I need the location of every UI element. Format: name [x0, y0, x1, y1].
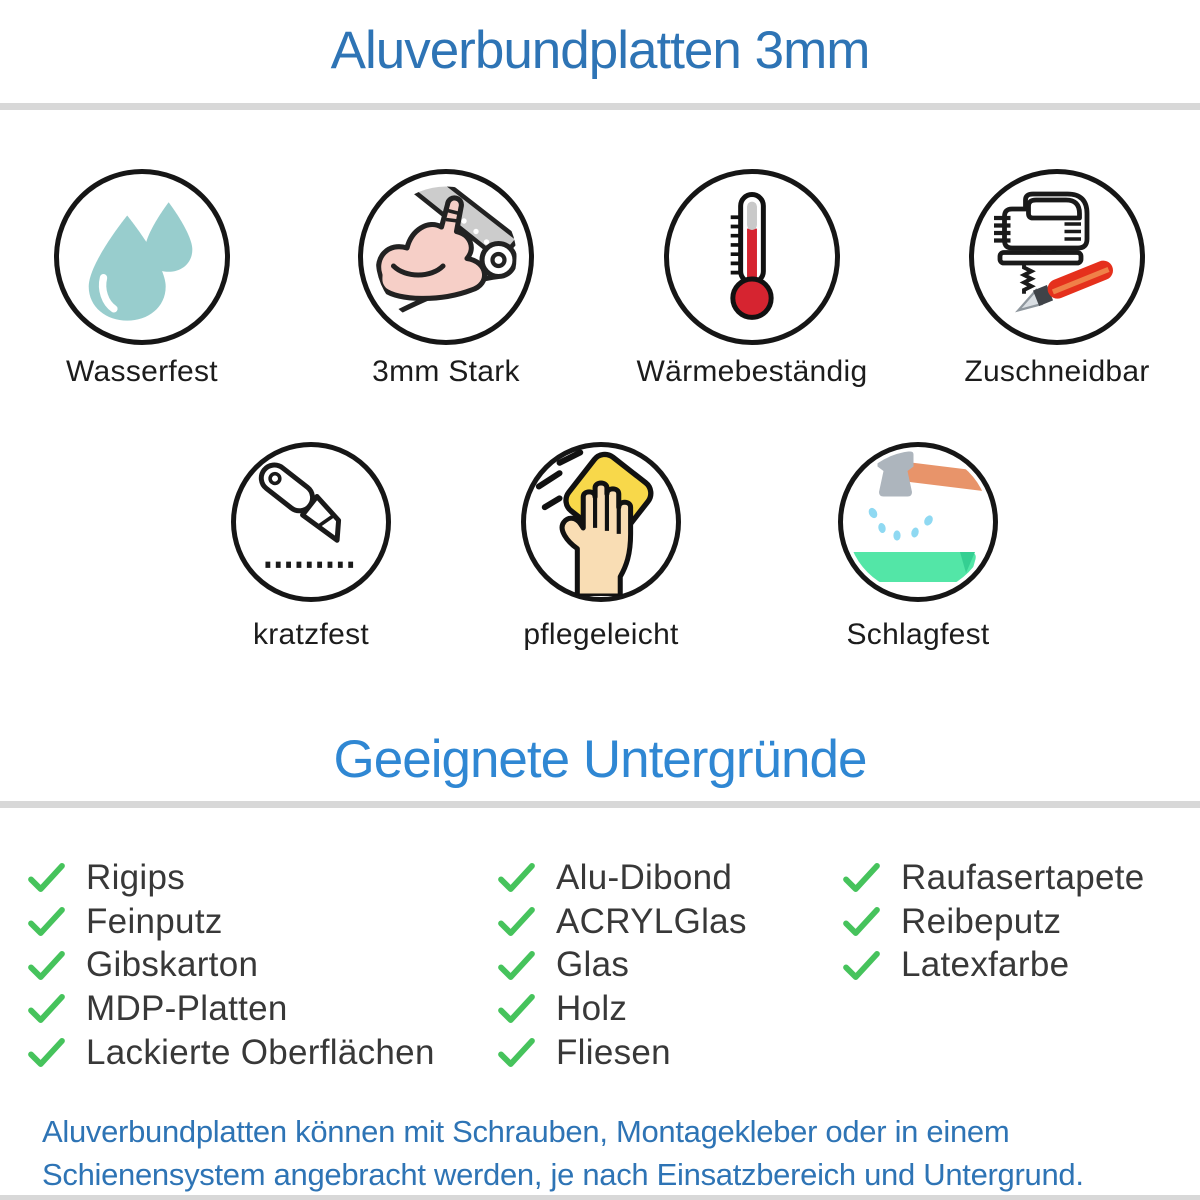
check-icon	[28, 1038, 65, 1067]
substrate-item	[843, 856, 1145, 900]
feature-circle	[969, 169, 1145, 345]
substrate-item	[498, 1031, 747, 1075]
feature-wasserfest	[0, 169, 292, 389]
check-icon	[28, 994, 65, 1023]
feature-zuschneidbar	[907, 169, 1200, 389]
water-drops-icon	[68, 183, 216, 331]
substrate-label: ACRYLGlas	[556, 901, 747, 941]
divider-top	[0, 103, 1200, 110]
substrate-label: Rigips	[86, 857, 186, 897]
mounting-note-line-1: Aluverbundplatten können mit Schrauben, Montagekleber oder in einem	[42, 1114, 1010, 1149]
check-icon	[843, 863, 880, 892]
feature-circle	[358, 169, 534, 345]
cutter-knife-icon	[242, 453, 380, 591]
divider-middle	[0, 801, 1200, 808]
feature-circle	[838, 442, 998, 602]
feature-label: Wasserfest	[66, 355, 218, 388]
substrate-label: Feinputz	[86, 901, 223, 941]
feature-label: pflegeleicht	[523, 618, 679, 651]
mounting-note-line-2: Schienensystem angebracht werden, je nach Einsatzbereich und Untergrund.	[42, 1157, 1084, 1192]
check-icon	[28, 907, 65, 936]
feature-kratzfest	[161, 442, 461, 652]
substrates-column-3	[843, 856, 1145, 987]
substrate-label: Gibskarton	[86, 945, 259, 985]
flexed-arm-icon	[371, 182, 521, 332]
check-icon	[28, 863, 65, 892]
cleaning-hand-icon	[527, 448, 675, 596]
substrate-label: Holz	[556, 988, 628, 1028]
feature-3mm-stark	[296, 169, 596, 389]
feature-label: Zuschneidbar	[964, 355, 1150, 388]
feature-label: kratzfest	[252, 618, 370, 651]
substrate-label: Fliesen	[556, 1032, 671, 1072]
check-icon	[843, 951, 880, 980]
substrate-label: Lackierte Oberflächen	[86, 1032, 435, 1072]
feature-circle	[664, 169, 840, 345]
divider-bottom	[0, 1195, 1200, 1200]
page-title: Aluverbundplatten 3mm	[330, 21, 870, 80]
feature-circle	[231, 442, 391, 602]
check-icon	[498, 863, 535, 892]
check-icon	[498, 1038, 535, 1067]
mounting-note	[42, 1110, 1084, 1196]
feature-label: 3mm Stark	[372, 355, 520, 388]
feature-label: Wärmebeständig	[636, 355, 868, 388]
thermometer-icon	[681, 186, 823, 328]
substrate-label: Latexfarbe	[901, 945, 1070, 985]
jigsaw-icon	[982, 182, 1132, 332]
check-icon	[498, 907, 535, 936]
check-icon	[28, 951, 65, 980]
feature-schlagfest	[768, 442, 1068, 652]
substrate-item	[498, 943, 747, 987]
substrate-item	[28, 900, 435, 944]
substrate-label: Alu-Dibond	[556, 857, 733, 897]
check-icon	[498, 994, 535, 1023]
substrate-item	[28, 1031, 435, 1075]
substrate-item	[498, 987, 747, 1031]
substrates-column-2	[498, 856, 747, 1074]
feature-circle	[521, 442, 681, 602]
substrate-item	[28, 943, 435, 987]
section-title-untergruende: Geeignete Untergründe	[333, 730, 867, 789]
substrate-item	[843, 900, 1145, 944]
substrate-label: Reibeputz	[901, 901, 1062, 941]
feature-waermebestaendig	[602, 169, 902, 389]
substrate-item	[843, 943, 1145, 987]
feature-label: Schlagfest	[846, 618, 990, 651]
check-icon	[843, 907, 880, 936]
feature-pflegeleicht	[451, 442, 751, 652]
substrates-column-1	[28, 856, 435, 1074]
substrate-item	[28, 987, 435, 1031]
substrate-item	[498, 856, 747, 900]
substrate-label: Raufasertapete	[901, 857, 1145, 897]
hammer-icon	[843, 447, 993, 597]
feature-circle	[54, 169, 230, 345]
check-icon	[498, 951, 535, 980]
substrate-item	[498, 900, 747, 944]
substrate-label: MDP-Platten	[86, 988, 288, 1028]
substrate-label: Glas	[556, 945, 630, 985]
substrate-item	[28, 856, 435, 900]
